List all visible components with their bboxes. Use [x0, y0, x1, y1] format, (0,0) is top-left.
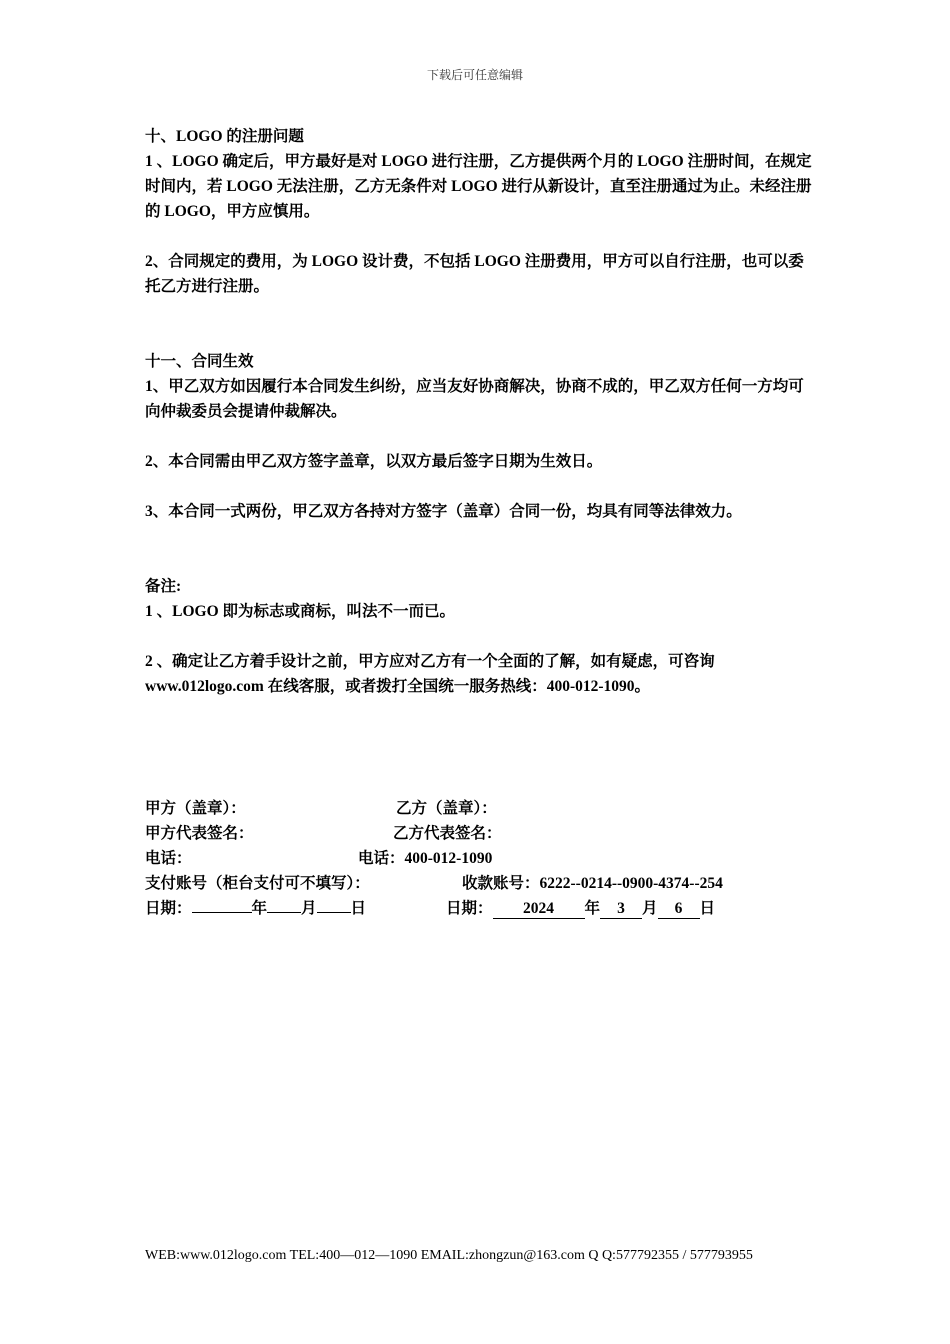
date-row: [145, 896, 845, 921]
section10-paragraph-2: 2、合同规定的费用，为 LOGO 设计费，不包括 LOGO 注册费用，甲方可以自行注册，也可以委托乙方进行注册。: [145, 253, 804, 295]
party-b-month: 3: [600, 900, 642, 919]
party-b-seal-label: 乙方（盖章）：: [396, 800, 497, 817]
party-a-seal-label: 甲方（盖章）：: [145, 800, 246, 817]
section10-paragraph-1: 1 、LOGO 确定后，甲方最好是对 LOGO 进行注册，乙方提供两个月的 LOGO 注册时间，在规定时间内，若 LOGO 无法注册，乙方无条件对 LOGO 进行从新设计，直至注册通过为止。未经注册的 LOGO，甲方应慎用。: [145, 153, 812, 220]
party-b-day-char: 日: [699, 900, 716, 917]
section11-paragraph-1: 1、甲乙双方如因履行本合同发生纠纷，应当友好协商解决，协商不成的，甲乙双方任何一方均可向仲裁委员会提请仲裁解决。: [145, 378, 804, 420]
party-a-day-char: 日: [350, 900, 367, 917]
section11-title: 十一、合同生效: [145, 353, 254, 370]
party-a-month-char: 月: [301, 900, 317, 917]
party-b-date-label: 日期：: [446, 900, 493, 917]
remarks-title: 备注:: [145, 578, 182, 595]
footer-contact: WEB:www.012logo.com TEL:400—012—1090 EMAIL:zhongzun@163.com Q Q:577792355 / 577793955: [145, 1248, 753, 1263]
section10-title: 十、LOGO 的注册问题: [145, 128, 304, 145]
party-a-rep-label: 甲方代表签名：: [145, 825, 254, 842]
party-b-date: [446, 896, 715, 921]
remarks-paragraph-2: 2 、确定让乙方着手设计之前，甲方应对乙方有一个全面的了解，如有疑虑，可咨询 www.012logo.com 在线客服，或者拨打全国统一服务热线：400-012-1090。: [145, 653, 715, 695]
contract-body: [145, 124, 813, 699]
party-b-year-char: 年: [584, 900, 601, 917]
seal-row: [145, 796, 845, 821]
section11-paragraph-2: 2、本合同需由甲乙双方签字盖章，以双方最后签字日期为生效日。: [145, 453, 603, 470]
phone-row: [145, 846, 845, 871]
party-b-month-char: 月: [642, 900, 658, 917]
representative-row: [145, 821, 845, 846]
account-row: [145, 871, 845, 896]
signature-block: [145, 796, 845, 921]
party-b-day: 6: [658, 900, 700, 919]
party-a-date: [145, 896, 366, 921]
payment-account-label: 支付账号（柜台支付可不填写）：: [145, 875, 370, 892]
party-a-day-blank: [317, 912, 351, 913]
party-b-phone: 电话：400-012-1090: [358, 850, 493, 867]
header-note: 下载后可任意编辑: [426, 68, 523, 82]
party-a-date-label: 日期：: [145, 900, 192, 917]
party-a-phone-label: 电话：: [145, 850, 192, 867]
remarks-paragraph-1: 1 、LOGO 即为标志或商标，叫法不一而已。: [145, 603, 456, 620]
party-a-month-blank: [267, 912, 301, 913]
party-a-year-char: 年: [251, 900, 268, 917]
party-b-rep-label: 乙方代表签名：: [393, 825, 502, 842]
receive-account: 收款账号：6222--0214--0900-4374--254: [462, 875, 723, 892]
party-a-year-blank: [192, 912, 252, 913]
section11-paragraph-3: 3、本合同一式两份，甲乙双方各持对方签字（盖章）合同一份，均具有同等法律效力。: [145, 503, 742, 520]
party-b-year: 2024: [493, 900, 585, 919]
